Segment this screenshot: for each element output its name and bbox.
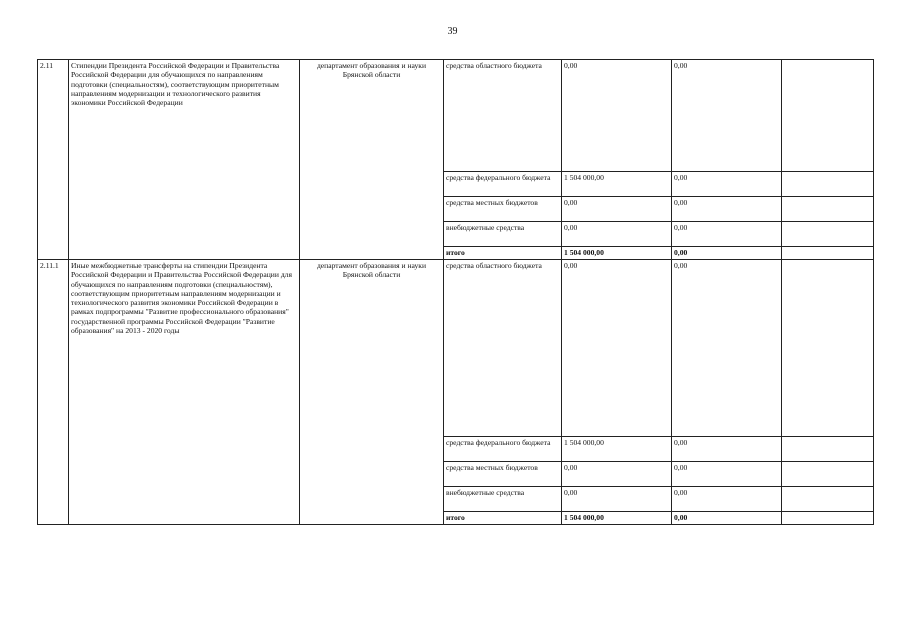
total-value: 0,00 bbox=[672, 247, 782, 260]
total-value: 0,00 bbox=[672, 512, 782, 525]
value-cell: 0,00 bbox=[562, 197, 672, 222]
table-row bbox=[38, 60, 874, 172]
source-label: средства областного бюджета bbox=[444, 60, 562, 172]
value-cell: 0,00 bbox=[672, 437, 782, 462]
source-label: внебюджетные средства bbox=[444, 487, 562, 512]
row-name: Иные межбюджетные трансферты на стипендии Президента Российской Федерации и Правительства Российской Федерации для обучающихся по направлениям подготовки (специальностям), соответствующим приоритетным направлениям модернизации и технологического развития экономики Российской Федерации в рамках подпрограммы "Развитие профессионального образования" государственной программы Российской Федерации "Развитие образования" на 2013 - 2020 годы bbox=[69, 260, 300, 525]
empty-cell bbox=[782, 512, 874, 525]
source-label: внебюджетные средства bbox=[444, 222, 562, 247]
value-cell: 0,00 bbox=[562, 260, 672, 437]
value-cell: 0,00 bbox=[672, 172, 782, 197]
empty-cell bbox=[782, 60, 874, 172]
empty-cell bbox=[782, 487, 874, 512]
empty-cell bbox=[782, 247, 874, 260]
empty-cell bbox=[782, 437, 874, 462]
source-label: средства федерального бюджета bbox=[444, 172, 562, 197]
value-cell: 1 504 000,00 bbox=[562, 437, 672, 462]
value-cell: 0,00 bbox=[672, 197, 782, 222]
value-cell: 0,00 bbox=[562, 487, 672, 512]
value-cell: 0,00 bbox=[562, 462, 672, 487]
source-label: средства местных бюджетов bbox=[444, 462, 562, 487]
value-cell: 0,00 bbox=[672, 487, 782, 512]
budget-table bbox=[37, 59, 874, 525]
source-label: средства местных бюджетов bbox=[444, 197, 562, 222]
total-label: итого bbox=[444, 247, 562, 260]
empty-cell bbox=[782, 462, 874, 487]
row-code: 2.11 bbox=[38, 60, 69, 260]
total-label: итого bbox=[444, 512, 562, 525]
page-number: 39 bbox=[447, 26, 458, 37]
value-cell: 0,00 bbox=[672, 462, 782, 487]
row-name: Стипендии Президента Российской Федерации и Правительства Российской Федерации для обучающихся по направлениям подготовки (специальностям), соответствующим приоритетным направлениям модернизации и технологического развития экономики Российской Федерации bbox=[69, 60, 300, 260]
empty-cell bbox=[782, 260, 874, 437]
value-cell: 0,00 bbox=[562, 60, 672, 172]
row-department: департамент образования и науки Брянской области bbox=[300, 260, 444, 525]
value-cell: 0,00 bbox=[672, 260, 782, 437]
source-label: средства федерального бюджета bbox=[444, 437, 562, 462]
empty-cell bbox=[782, 222, 874, 247]
total-value: 1 504 000,00 bbox=[562, 247, 672, 260]
table-row bbox=[38, 260, 874, 437]
total-value: 1 504 000,00 bbox=[562, 512, 672, 525]
empty-cell bbox=[782, 172, 874, 197]
row-department: департамент образования и науки Брянской области bbox=[300, 60, 444, 260]
value-cell: 1 504 000,00 bbox=[562, 172, 672, 197]
empty-cell bbox=[782, 197, 874, 222]
value-cell: 0,00 bbox=[562, 222, 672, 247]
row-code: 2.11.1 bbox=[38, 260, 69, 525]
source-label: средства областного бюджета bbox=[444, 260, 562, 437]
value-cell: 0,00 bbox=[672, 60, 782, 172]
value-cell: 0,00 bbox=[672, 222, 782, 247]
